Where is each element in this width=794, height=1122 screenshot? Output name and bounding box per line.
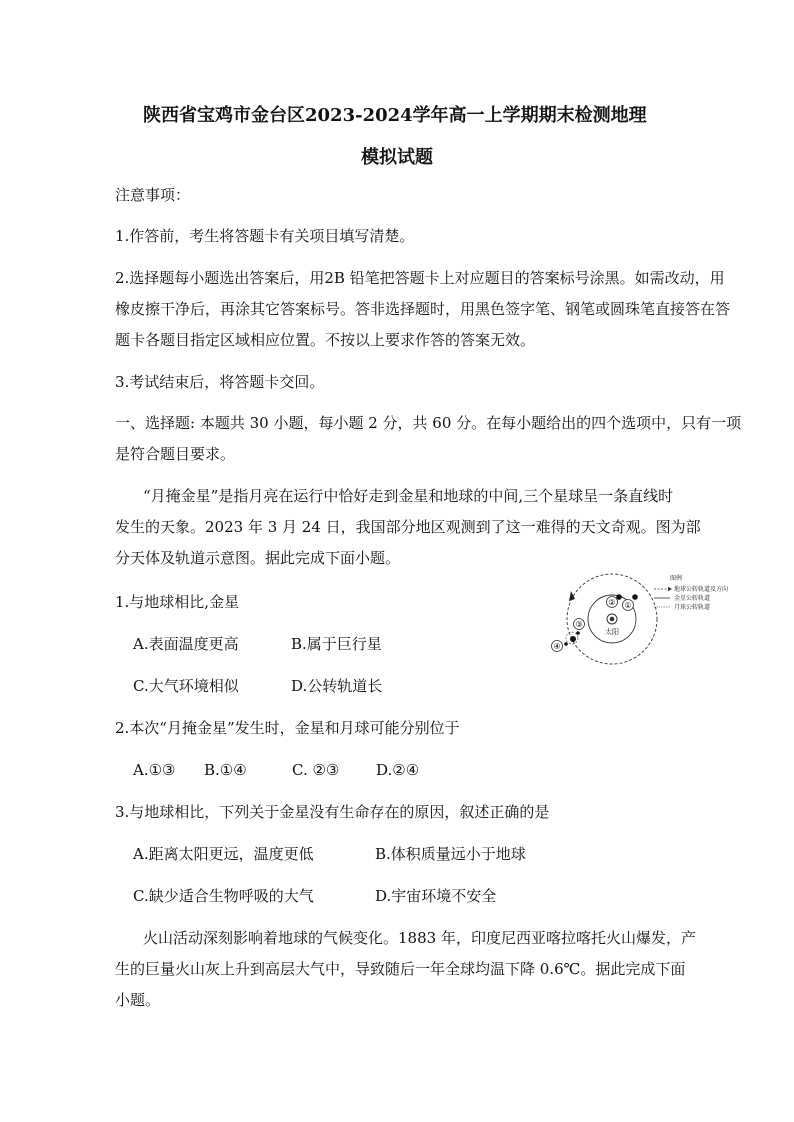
notice-item-1: 1.作答前，考生将答题卡有关项目填写清楚。 [115, 227, 415, 245]
question-1-option-d: D.公转轨道长 [291, 677, 383, 695]
notice-item-3: 3.考试结束后，将答题卡交回。 [115, 373, 325, 391]
passage-1-line-1: “月掩金星”是指月亮在运行中恰好走到金星和地球的中间,三个星球呈一条直线时 [143, 487, 674, 505]
question-3-option-d: D.宇宙环境不安全 [375, 887, 497, 905]
marker-1-label: ① [624, 601, 632, 610]
sun-core [610, 617, 615, 622]
title-line-1: 陕西省宝鸡市金台区2023-2024学年高一上学期期末检测地理 [143, 105, 647, 126]
title-line-2: 模拟试题 [361, 147, 433, 168]
question-1-stem: 1.与地球相比,金星 [115, 593, 240, 611]
question-2-option-d: D.②④ [376, 761, 420, 779]
question-1-option-a: A.表面温度更高 [133, 635, 239, 653]
passage-2-line-3: 小题。 [115, 991, 161, 1009]
question-2-option-c: C. ②③ [292, 761, 340, 779]
question-2-option-a: A.①③ [133, 761, 176, 779]
marker-3-label: ③ [575, 620, 583, 629]
passage-2-line-1: 火山活动深刻影响着地球的气候变化。1883 年，印度尼西亚喀拉喀托火山爆发，产 [143, 929, 696, 947]
passage-1-line-2: 发生的天象。2023 年 3 月 24 日，我国部分地区观测到了这一难得的天文奇观。图为部 [115, 518, 701, 536]
question-1-option-b: B.属于巨行星 [291, 635, 382, 653]
venus-position-2 [632, 594, 638, 600]
question-3-stem: 3.与地球相比，下列关于金星没有生命存在的原因，叙述正确的是 [115, 803, 550, 821]
legend-arrow-icon [668, 587, 672, 591]
question-3-option-a: A.距离太阳更远，温度更低 [133, 845, 314, 863]
marker-4-label: ④ [553, 642, 561, 651]
moon-position-3 [576, 631, 580, 635]
marker-2-label: ② [608, 598, 616, 607]
legend-venus-label: 金星公转轨道 [674, 595, 711, 602]
legend-title: 图例 [670, 575, 683, 582]
legend-earth-label: 地球公转轨道及方向 [674, 586, 729, 593]
notice-item-2-line-1: 2.选择题每小题选出答案后，用2B 铅笔把答题卡上对应题目的答案标号涂黑。如需改动，用 [115, 269, 725, 287]
earth-icon [570, 636, 576, 642]
sun-label: 太阳 [605, 628, 619, 636]
notice-item-2-line-3: 题卡各题目指定区域相应位置。不按以上要求作答的答案无效。 [115, 331, 536, 349]
earth-orbit-direction-arrow-icon [569, 591, 575, 601]
question-1-option-c: C.大气环境相似 [133, 677, 239, 695]
question-2-option-b: B.①④ [204, 761, 247, 779]
legend-moon-label: 月球公转轨道 [674, 604, 711, 611]
question-2-stem: 2.本次“月掩金星”发生时，金星和月球可能分别位于 [115, 719, 460, 737]
section-heading-line-2: 是符合题目要求。 [115, 445, 236, 463]
question-3-option-b: B.体积质量远小于地球 [375, 845, 526, 863]
passage-2-line-2: 生的巨量火山灰上升到高层大气中，导致随后一年全球均温下降 0.6℃。据此完成下面 [115, 960, 686, 978]
orbit-diagram [548, 568, 768, 668]
moon-position-4 [564, 642, 568, 646]
passage-1-line-3: 分天体及轨道示意图。据此完成下面小题。 [115, 549, 401, 567]
notice-heading: 注意事项： [115, 186, 191, 204]
section-heading-line-1: 一、选择题: 本题共 30 小题，每小题 2 分，共 60 分。在每小题给出的四个选项中，只有一项 [115, 414, 742, 432]
question-3-option-c: C.缺少适合生物呼吸的大气 [133, 887, 314, 905]
notice-item-2-line-2: 橡皮擦干净后，再涂其它答案标号。答非选择题时，用黑色签字笔、钢笔或圆珠笔直接答在答 [115, 300, 731, 318]
orbit-diagram-svg [548, 568, 768, 668]
